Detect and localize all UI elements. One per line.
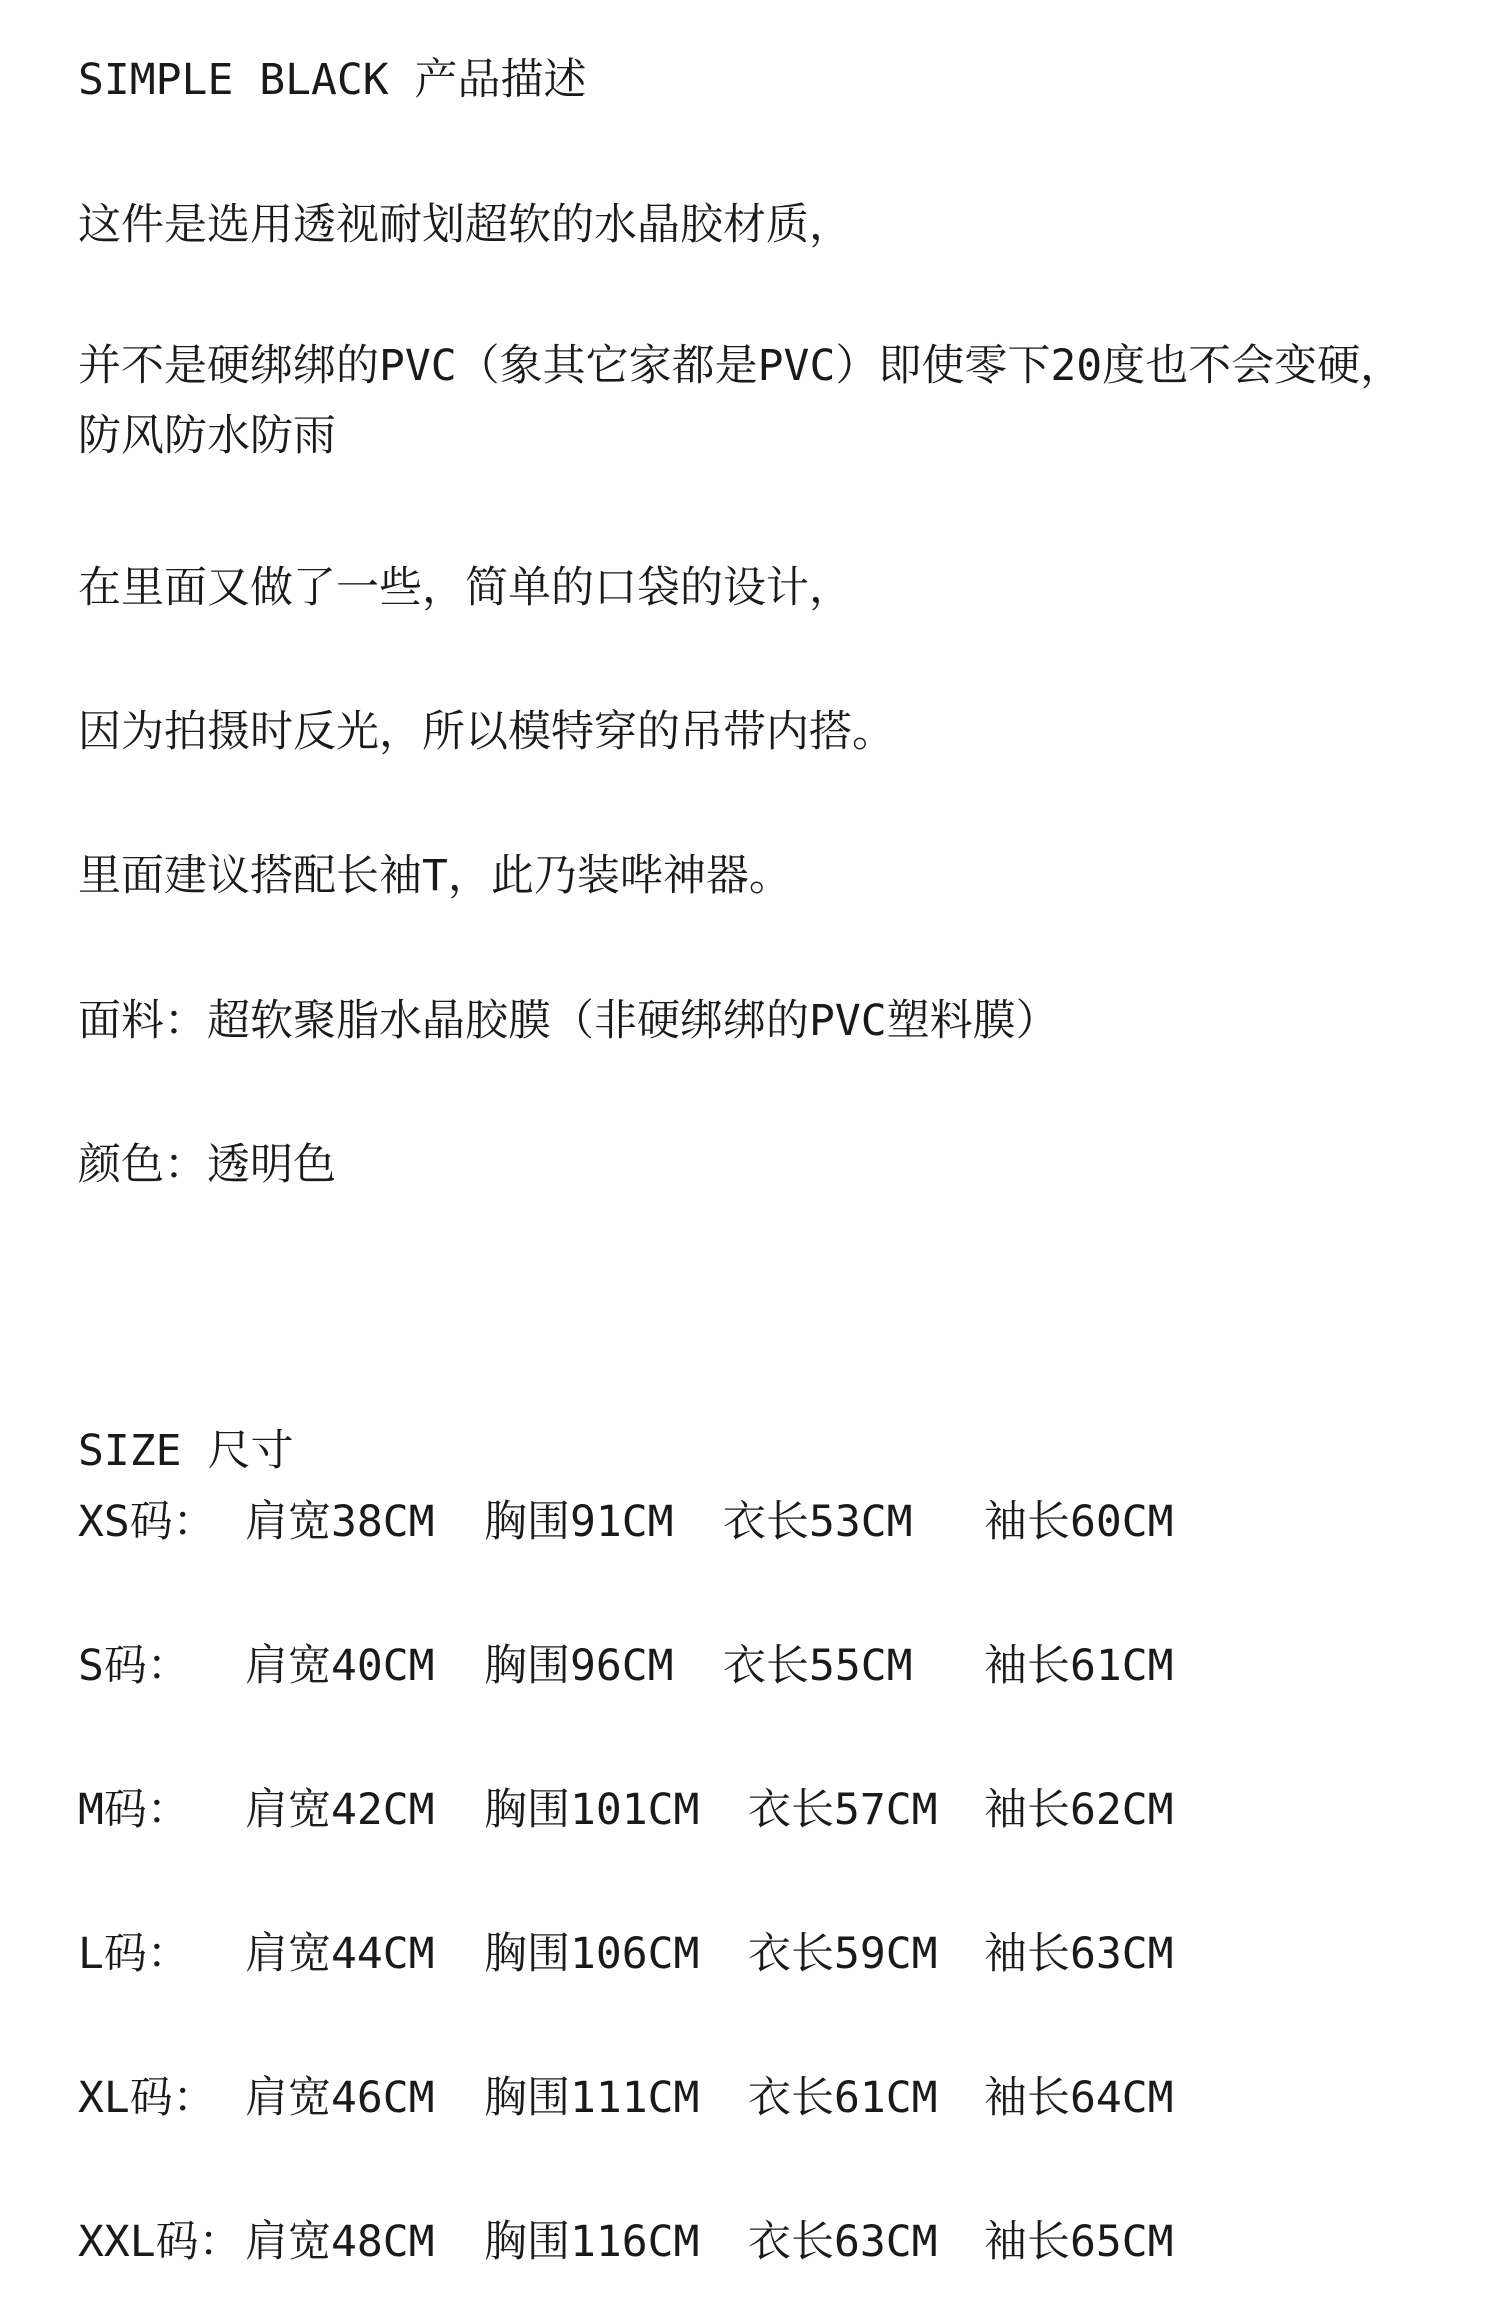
size-label: XXL码： (78, 2217, 242, 2267)
chest-circumference: 胸围101CM (484, 1785, 700, 1835)
description-paragraph: 在里面又做了一些，简单的口袋的设计， (78, 563, 852, 613)
garment-length: 衣长61CM (748, 2073, 938, 2123)
sleeve-length: 袖长63CM (984, 1929, 1174, 1979)
chest-circumference: 胸围106CM (484, 1929, 700, 1979)
garment-length: 衣长57CM (748, 1785, 938, 1835)
description-paragraph: 这件是选用透视耐划超软的水晶胶材质， (78, 200, 852, 250)
garment-length: 衣长53CM (723, 1497, 913, 1547)
shoulder-width: 肩宽38CM (245, 1497, 435, 1547)
description-paragraph: 里面建议搭配长袖T，此乃装哔神器。 (78, 851, 792, 901)
size-label: M码： (78, 1785, 190, 1835)
chest-circumference: 胸围116CM (484, 2217, 700, 2267)
size-label: XS码： (78, 1497, 216, 1547)
description-paragraph: 并不是硬绑绑的PVC（象其它家都是PVC）即使零下20度也不会变硬，防风防水防雨 (78, 341, 1404, 461)
sleeve-length: 袖长64CM (984, 2073, 1174, 2123)
garment-length: 衣长63CM (748, 2217, 938, 2267)
size-label: XL码： (78, 2073, 216, 2123)
chest-circumference: 胸围96CM (484, 1641, 674, 1691)
garment-length: 衣长55CM (723, 1641, 913, 1691)
size-chart-heading: SIZE 尺寸 (78, 1426, 294, 1476)
sleeve-length: 袖长62CM (984, 1785, 1174, 1835)
shoulder-width: 肩宽44CM (245, 1929, 435, 1979)
chest-circumference: 胸围91CM (484, 1497, 674, 1547)
shoulder-width: 肩宽46CM (245, 2073, 435, 2123)
shoulder-width: 肩宽48CM (245, 2217, 435, 2267)
sleeve-length: 袖长60CM (984, 1497, 1174, 1547)
color-line: 颜色：透明色 (78, 1140, 336, 1190)
size-label: L码： (78, 1929, 190, 1979)
description-heading: SIMPLE BLACK 产品描述 (78, 55, 587, 105)
size-label: S码： (78, 1641, 190, 1691)
shoulder-width: 肩宽42CM (245, 1785, 435, 1835)
description-paragraph: 因为拍摄时反光，所以模特穿的吊带内搭。 (78, 707, 895, 757)
sleeve-length: 袖长65CM (984, 2217, 1174, 2267)
garment-length: 衣长59CM (748, 1929, 938, 1979)
shoulder-width: 肩宽40CM (245, 1641, 435, 1691)
sleeve-length: 袖长61CM (984, 1641, 1174, 1691)
chest-circumference: 胸围111CM (484, 2073, 700, 2123)
fabric-line: 面料：超软聚脂水晶胶膜（非硬绑绑的PVC塑料膜） (78, 996, 1059, 1046)
